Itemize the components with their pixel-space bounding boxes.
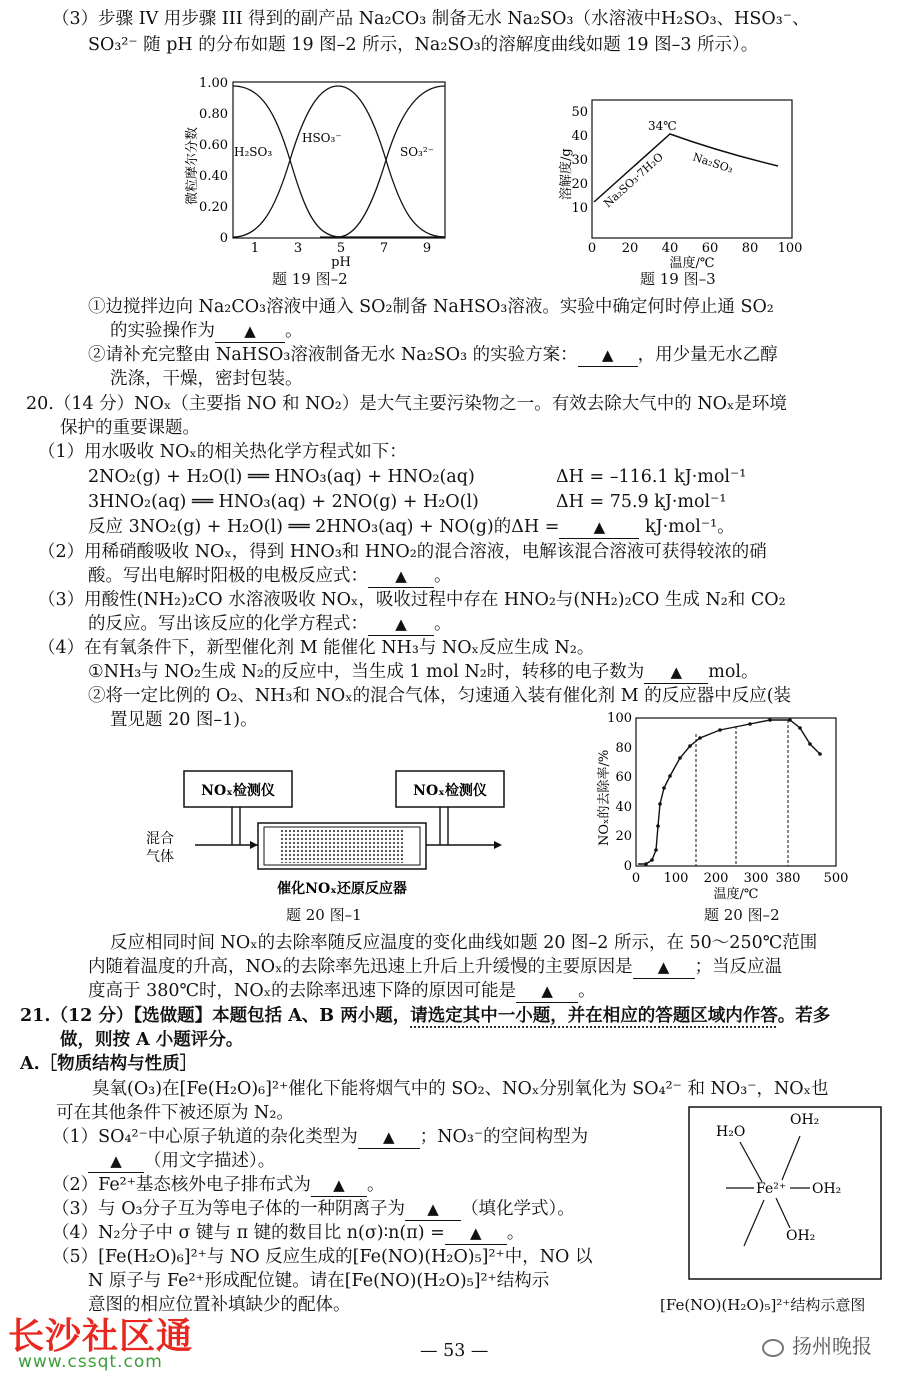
q20-eq3-unit: kJ·mol⁻¹。 — [644, 517, 735, 537]
answer-blank[interactable] — [516, 980, 578, 1003]
fig19-2-xtick: 3 — [293, 241, 303, 256]
fig20-2-ytick: 60 — [615, 770, 632, 785]
q21-a-part4 — [52, 1222, 524, 1245]
blank-triangle: ▲ — [333, 1176, 345, 1194]
q20-eq3 — [88, 516, 735, 539]
answer-blank[interactable] — [559, 516, 639, 539]
fig19-2-xtick: 7 — [379, 241, 389, 256]
ligand-bottom-right: OH₂ — [786, 1228, 816, 1244]
answer-blank[interactable] — [215, 320, 285, 343]
fig20-2-xtick: 380 — [775, 871, 801, 886]
fig19-2-xtick: 1 — [250, 241, 260, 256]
wechat-icon — [762, 1339, 784, 1357]
fig20-2-xlabel: 温度/℃ — [713, 887, 759, 902]
answer-blank[interactable] — [368, 565, 434, 588]
blank-triangle: ▲ — [541, 982, 553, 1000]
q20-part4-2-line3: 反应相同时间 NOₓ的去除率随反应温度的变化曲线如题 20 图–2 所示，在 50～250℃范围 — [110, 933, 818, 953]
fig20-1-reactor-label: 催化NOₓ还原反应器 — [277, 881, 407, 897]
q21-a-intro-line2: 可在其他条件下被还原为 N₂。 — [56, 1103, 294, 1123]
fig19-3-xtick: 20 — [621, 241, 639, 256]
q20-part4-2-line5 — [88, 980, 596, 1003]
fig20-2-xtick: 500 — [823, 871, 849, 886]
fig19-2-ylabel: 微粒摩尔分数 — [185, 126, 200, 205]
fig20-2-ylabel: NOₓ的去除率/% — [597, 749, 612, 846]
fig19-3-caption: 题 19 图–3 — [640, 270, 716, 288]
fig19-3-ytick: 30 — [571, 153, 588, 168]
fig20-2-xtick: 300 — [743, 871, 769, 886]
q20-part4-2-line4 — [88, 956, 782, 979]
fig19-2-xlabel: pH — [331, 255, 351, 270]
fig19-3-ytick: 50 — [571, 105, 588, 120]
q19-3-step2-tail: ，用少量无水乙醇 — [637, 345, 778, 365]
q20-part4-2-text2: 度高于 380℃时，NOₓ的去除率迅速下降的原因可能是 — [88, 981, 517, 1001]
q20-eq2: 3HNO₂(aq) ══ HNO₃(aq) + 2NO(g) + H₂O(l) — [88, 492, 479, 512]
fig19-3-ylabel: 溶解度/g — [559, 148, 574, 200]
fig20-1-apparatus — [140, 765, 530, 905]
q20-part4-2-line2: 置见题 20 图–1)。 — [110, 710, 258, 730]
page-number: — 53 — — [420, 1341, 489, 1361]
central-ion-label: Fe²⁺ — [756, 1181, 787, 1197]
fig19-3-label-anhydrous: Na₂SO₃ — [691, 150, 735, 176]
fig20-2-ytick: 100 — [607, 711, 632, 726]
answer-blank[interactable] — [311, 1174, 367, 1197]
fig20-2-chart — [590, 706, 850, 902]
fig19-3-xtick: 100 — [777, 241, 803, 256]
q21-a-part5-line3: 意图的相应位置补填缺少的配体。 — [88, 1295, 351, 1315]
q21-a-intro-line1: 臭氧(O₃)在[Fe(H₂O)₆]²⁺催化下能将烟气中的 SO₂、NOₓ分别氧化为 SO₄²⁻ 和 NO₃⁻，NOₓ也 — [92, 1079, 829, 1099]
fig19-2-xtick: 9 — [422, 241, 432, 256]
q20-part4-2-text: 内随着温度的升高，NOₓ的去除率先迅速上升后上升缓慢的主要原因是 — [88, 957, 633, 977]
q20-dh2: ΔH = 75.9 kJ·mol⁻¹ — [556, 492, 727, 512]
q19-3-step2-text: ②请补充完整由 NaHSO₃溶液制备无水 Na₂SO₃ 的实验方案： — [88, 345, 578, 365]
fig20-2-ytick: 20 — [615, 829, 632, 844]
q21-a-part3-tail: （填化学式）。 — [461, 1199, 575, 1219]
fig19-3-xtick: 80 — [741, 241, 759, 256]
fig19-3-label-hydrate: Na₂SO₃·7H₂O — [601, 150, 666, 211]
ligand-right: OH₂ — [812, 1181, 842, 1197]
blank-triangle: ▲ — [244, 322, 256, 340]
q21-a-part5-line1: （5）[Fe(H₂O)₆]²⁺与 NO 反应生成的[Fe(NO)(H₂O)₅]²⁺中，NO 以 — [52, 1247, 593, 1267]
q19-3-step1-text: 的实验操作为 — [110, 321, 215, 341]
q20-eq1: 2NO₂(g) + H₂O(l) ══ HNO₃(aq) + HNO₂(aq) — [88, 467, 475, 487]
q21-header-line1 — [20, 1005, 830, 1027]
q21-a-part3-text: （3）与 O₃分子互为等电子体的一种阴离子为 — [52, 1199, 406, 1219]
watermark-logo-text: 长沙社区通 — [8, 1316, 194, 1357]
q20-part3-line1: （3）用酸性(NH₂)₂CO 水溶液吸收 NOₓ，吸收过程中存在 HNO₂与(NH₂)₂CO 生成 N₂和 CO₂ — [38, 590, 786, 610]
q20-part2-text: 酸。写出电解时阳极的电极反应式： — [88, 566, 368, 586]
q21-header-line2: 做，则按 A 小题评分。 — [60, 1030, 244, 1050]
q21-a-part3 — [52, 1198, 575, 1221]
q20-part4: （4）在有氧条件下，新型催化剂 M 能催化 NH₃与 NOₓ反应生成 N₂。 — [38, 638, 595, 658]
q19-3-step2-line1 — [88, 344, 778, 367]
q19-3-line2: SO₃²⁻ 随 pH 的分布如题 19 图–2 所示，Na₂SO₃的溶解度曲线如题 19 图–3 所示）。 — [88, 35, 759, 55]
fig20-2-xtick: 100 — [663, 871, 689, 886]
answer-blank[interactable] — [368, 613, 434, 636]
q21-a-part1-text: （1）SO₄²⁻中心原子轨道的杂化类型为 — [52, 1127, 358, 1147]
fig19-2-xtick: 5 — [336, 241, 346, 256]
fig19-3-xlabel: 温度/℃ — [669, 256, 715, 270]
wechat-watermark — [762, 1330, 872, 1359]
fig19-2-label-so3: SO₃²⁻ — [400, 145, 435, 159]
fig19-2-label-hso3: HSO₃⁻ — [302, 131, 342, 145]
blank-triangle: ▲ — [427, 1200, 439, 1218]
q21-a-part1-tail: （用文字描述）。 — [144, 1151, 276, 1171]
q20-part2-line2: 酸。写出电解时阳极的电极反应式： ▲ 。 — [88, 566, 452, 586]
fig20-2-xtick: 0 — [631, 871, 641, 886]
fig20-2-caption: 题 20 图–2 — [704, 906, 780, 924]
answer-blank[interactable] — [358, 1126, 420, 1149]
watermark-url: www.cssqt.com — [18, 1352, 163, 1372]
answer-blank[interactable] — [88, 1150, 144, 1173]
blank-triangle: ▲ — [382, 1128, 395, 1146]
blank-triangle: ▲ — [657, 958, 670, 976]
q20-part4-2-tail: ；当反应温 — [694, 957, 783, 977]
q20-part4-1-text: ①NH₃与 NO₂生成 N₂的反应中，当生成 1 mol N₂时，转移的电子数为 — [88, 662, 645, 682]
blank-triangle: ▲ — [593, 518, 606, 536]
q21-header-tail: 。若多 — [777, 1006, 831, 1026]
blank-triangle: ▲ — [670, 663, 683, 681]
fig19-2-ytick: 0.20 — [199, 200, 228, 215]
fig19-2-caption: 题 19 图–2 — [272, 270, 348, 288]
q20-part3-line2: 的反应。写出该反应的化学方程式： ▲ 。 — [88, 614, 452, 634]
fe-complex-caption: [Fe(NO)(H₂O)₅]²⁺结构示意图 — [660, 1296, 866, 1314]
fig19-2-ytick: 1.00 — [199, 76, 228, 91]
fig19-3-peak-label: 34℃ — [648, 119, 677, 133]
q21-a-part4-text: （4）N₂分子中 σ 键与 π 键的数目比 n(σ)∶n(π) = — [52, 1223, 445, 1243]
q20-part4-1-unit: mol。 — [708, 662, 759, 682]
q21-section-a-title: A.［物质结构与性质］ — [20, 1054, 198, 1074]
fig19-3-ytick: 20 — [571, 177, 588, 192]
q19-3-step1-line1: ①边搅拌边向 Na₂CO₃溶液中通入 SO₂制备 NaHSO₃溶液。实验中确定何时停止通 SO₂ — [88, 297, 774, 317]
q21-a-part1-line1 — [52, 1126, 588, 1149]
q21-a-part2-text: （2）Fe²⁺基态核外电子排布式为 — [52, 1175, 311, 1195]
q20-part4-1 — [88, 661, 759, 684]
blank-triangle: ▲ — [601, 346, 614, 364]
q21-a-part2-end: 。 — [366, 1175, 385, 1195]
q20-part3-text: 的反应。写出该反应的化学方程式： — [88, 614, 368, 634]
q20-eq3-text: 反应 3NO₂(g) + H₂O(l) ══ 2HNO₃(aq) + NO(g)的ΔH = — [88, 517, 560, 537]
q20-part4-2-line1: ②将一定比例的 O₂、NH₃和 NOₓ的混合气体，匀速通入装有催化剂 M 的反应器中反应(装 — [88, 686, 792, 706]
fig20-2-ytick: 0 — [623, 859, 632, 874]
blank-triangle: ▲ — [395, 615, 407, 633]
q19-3-line1: （3）步骤 IV 用步骤 III 得到的副产品 Na₂CO₃ 制备无水 Na₂SO₃（水溶液中H₂SO₃、HSO₃⁻、 — [52, 9, 810, 29]
q20-part2-line1: （2）用稀硝酸吸收 NOₓ，得到 HNO₃和 HNO₂的混合溶液，电解该混合溶液可获得较浓的硝 — [38, 542, 767, 562]
answer-blank[interactable] — [405, 1198, 461, 1221]
fig19-2-label-h2so3: H₂SO₃ — [234, 145, 273, 159]
blank-triangle: ▲ — [470, 1224, 482, 1242]
fig19-3-chart — [550, 90, 810, 270]
fig19-3-ytick: 40 — [571, 129, 588, 144]
fig20-2-ytick: 40 — [615, 800, 632, 815]
fig19-2-ytick: 0 — [219, 231, 228, 246]
fig20-1-detector-left: NOₓ检测仪 — [201, 783, 275, 799]
fig19-3-ytick: 10 — [571, 201, 588, 216]
q21-header-text: 21.（12 分）【选做题】本题包括 A、B 两小题， — [20, 1006, 411, 1026]
q21-a-part1-line2 — [88, 1150, 275, 1173]
answer-blank[interactable] — [633, 956, 695, 979]
answer-blank[interactable] — [644, 661, 708, 684]
q21-a-part2 — [52, 1174, 384, 1197]
fig20-1-gas-label: 混合 — [146, 831, 174, 847]
fig20-1-gas-label: 气体 — [146, 849, 174, 865]
q19-3-step2-line2: 洗涤，干燥，密封包装。 — [110, 369, 303, 389]
fig20-2-ytick: 80 — [615, 741, 632, 756]
answer-blank[interactable] — [578, 344, 638, 367]
q21-header-emphasis: 请选定其中一小题，并在相应的答题区域内作答 — [410, 1006, 778, 1026]
q21-a-part4-end: 。 — [506, 1223, 525, 1243]
fig19-2-ytick: 0.40 — [199, 169, 228, 184]
ligand-top-right: OH₂ — [790, 1112, 820, 1128]
wechat-watermark-text: 扬州晚报 — [792, 1334, 872, 1358]
blank-triangle: ▲ — [110, 1152, 122, 1170]
fig19-2-ytick: 0.80 — [199, 107, 228, 122]
q21-a-part1-mid: ；NO₃⁻的空间构型为 — [419, 1127, 589, 1147]
fig20-2-xtick: 200 — [703, 871, 729, 886]
fig20-1-detector-right: NOₓ检测仪 — [413, 783, 487, 799]
q21-a-part5-line2: N 原子与 Fe²⁺形成配位键。请在[Fe(NO)(H₂O)₅]²⁺结构示 — [88, 1271, 550, 1291]
fig19-3-xtick: 40 — [661, 241, 679, 256]
q20-header-line2: 保护的重要课题。 — [60, 418, 200, 438]
q20-dh1: ΔH = –116.1 kJ·mol⁻¹ — [556, 467, 747, 487]
answer-blank[interactable] — [445, 1222, 507, 1245]
fe-complex-structure-diagram — [688, 1106, 884, 1280]
q19-3-step1-line2: 的实验操作为 ▲ 。 — [110, 321, 303, 341]
fig19-2-ytick: 0.60 — [199, 138, 228, 153]
fig20-1-caption: 题 20 图–1 — [286, 906, 362, 924]
fig19-3-xtick: 0 — [587, 241, 597, 256]
ligand-top-left: H₂O — [716, 1124, 746, 1140]
q20-header-line1: 20.（14 分）NOₓ（主要指 NO 和 NO₂）是大气主要污染物之一。有效去除大气中的 NOₓ是环境 — [26, 394, 787, 414]
fig19-3-xtick: 60 — [701, 241, 719, 256]
q20-part4-2-end: 。 — [578, 981, 596, 1001]
blank-triangle: ▲ — [395, 567, 407, 585]
fig19-2-chart — [180, 70, 450, 270]
q20-part1: （1）用水吸收 NOₓ的相关热化学方程式如下： — [38, 442, 407, 462]
